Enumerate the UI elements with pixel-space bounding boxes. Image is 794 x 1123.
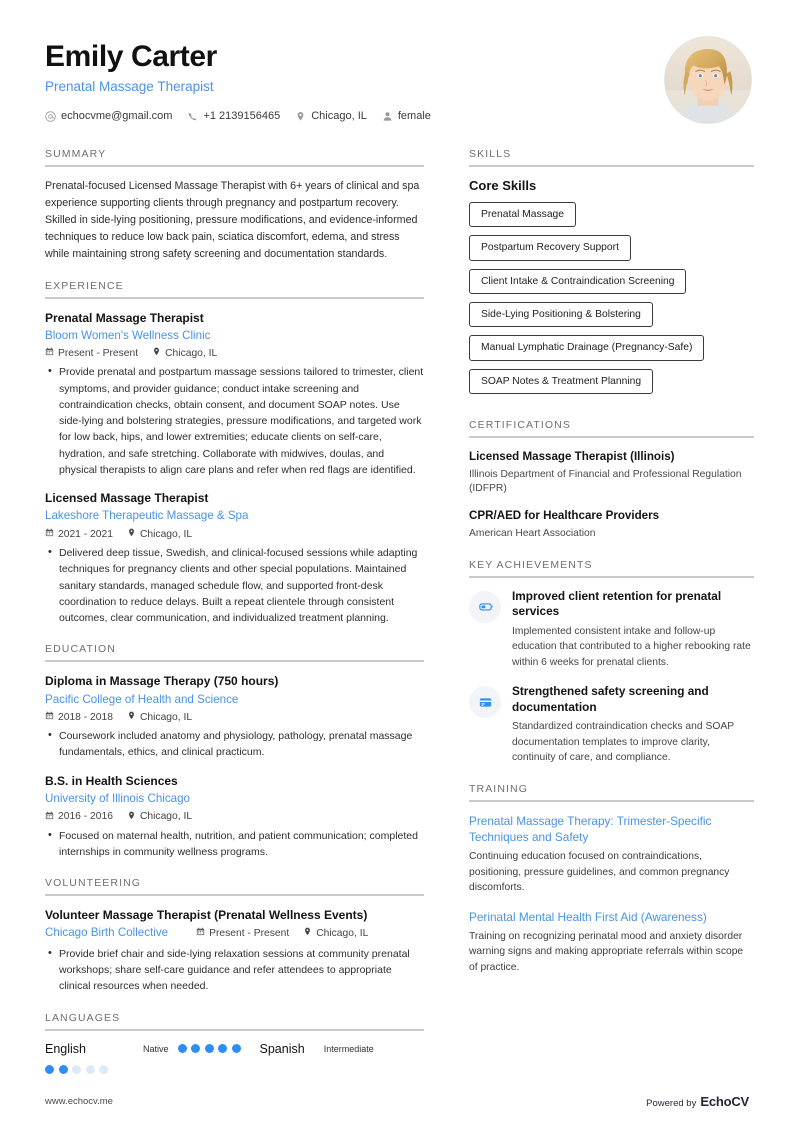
calendar-icon — [45, 528, 54, 540]
skills-chip-list — [469, 202, 754, 402]
certification-item — [469, 449, 754, 497]
section-divider — [469, 436, 754, 438]
entry-location — [127, 528, 192, 540]
brand-logo: EchoCV — [700, 1094, 749, 1109]
section-title-experience: EXPERIENCE — [45, 279, 124, 292]
section-divider — [469, 165, 754, 167]
entry-location-value: Chicago, IL — [139, 711, 193, 723]
location-pin-icon — [303, 927, 312, 939]
contact-gender[interactable] — [382, 110, 431, 122]
entry-degree: Diploma in Massage Therapy (750 hours) — [45, 674, 279, 689]
contact-phone-value: +1 2139156465 — [203, 110, 281, 122]
entry-bullets — [45, 946, 424, 995]
language-name: Spanish — [259, 1041, 305, 1056]
calendar-icon — [45, 811, 54, 823]
contact-email[interactable] — [45, 110, 172, 122]
contact-location[interactable] — [295, 110, 367, 122]
section-title-certifications: CERTIFICATIONS — [469, 418, 571, 431]
certification-issuer: American Heart Association — [469, 528, 596, 539]
rating-dot — [178, 1044, 187, 1053]
training-item — [469, 909, 754, 976]
phone-icon — [187, 111, 198, 122]
location-pin-icon — [152, 347, 161, 359]
footer-branding — [646, 1094, 749, 1109]
entry-dates-value: 2016 - 2016 — [58, 811, 113, 823]
calendar-icon — [45, 711, 54, 723]
achievement-title: Strengthened safety screening and documentation — [512, 684, 709, 714]
contact-email-value: echocvme@gmail.com — [61, 110, 173, 122]
rating-dot — [232, 1044, 241, 1053]
entry-org[interactable]: Chicago Birth Collective — [45, 926, 169, 940]
entry-bullets — [45, 545, 424, 626]
section-title-education: EDUCATION — [45, 643, 116, 656]
section-key-achievements — [469, 559, 754, 766]
email-icon — [45, 111, 56, 122]
section-title-skills: SKILLS — [469, 148, 512, 160]
section-title-training: TRAINING — [469, 782, 528, 795]
languages-row — [45, 1042, 424, 1074]
calendar-icon — [196, 927, 205, 939]
language-level: Native — [143, 1043, 169, 1054]
location-pin-icon — [295, 111, 306, 122]
entry-dates-value: Present - Present — [58, 347, 139, 359]
section-divider — [469, 800, 754, 802]
section-divider — [45, 297, 424, 299]
entry-dates — [45, 711, 113, 723]
certification-item — [469, 508, 754, 542]
entry-dates — [45, 528, 113, 540]
location-pin-icon — [127, 811, 136, 823]
section-volunteering — [45, 877, 424, 995]
language-name: English — [45, 1041, 86, 1056]
entry-location — [127, 711, 192, 723]
education-entry — [45, 773, 424, 860]
entry-meta — [45, 711, 424, 723]
section-divider — [45, 165, 424, 167]
rating-dot — [205, 1044, 214, 1053]
entry-location-value: Chicago, IL — [165, 347, 218, 359]
volunteering-entry — [45, 907, 424, 995]
training-item — [469, 813, 754, 896]
skill-chip[interactable]: Postpartum Recovery Support — [469, 235, 631, 260]
page-title: Emily Carter — [45, 40, 217, 73]
section-divider — [45, 894, 424, 896]
toggle-switch-icon — [469, 591, 501, 623]
entry-role: Volunteer Massage Therapist (Prenatal Wellness Events) — [45, 908, 368, 923]
resume-footer — [40, 1094, 754, 1109]
education-entry — [45, 673, 424, 760]
entry-dates-value: Present - Present — [209, 927, 290, 939]
skill-chip[interactable]: Prenatal Massage — [469, 202, 576, 227]
achievement-body — [512, 589, 754, 670]
language-rating-dots — [178, 1044, 241, 1053]
entry-degree: B.S. in Health Sciences — [45, 773, 178, 788]
language-level: Intermediate — [323, 1043, 374, 1054]
entry-meta — [45, 528, 424, 540]
section-title-achievements: KEY ACHIEVEMENTS — [469, 558, 593, 571]
entry-meta — [196, 927, 368, 939]
powered-by-label: Powered by — [646, 1098, 697, 1109]
section-training — [469, 783, 754, 975]
certification-name: CPR/AED for Healthcare Providers — [469, 509, 660, 523]
skill-chip[interactable]: Side-Lying Positioning & Bolstering — [469, 302, 653, 327]
achievement-description: Standardized contraindication checks and SOAP documentation templates to improve clarity, continuity of care, and compliance. — [512, 721, 734, 764]
entry-location — [152, 347, 217, 359]
rating-dot — [86, 1065, 95, 1074]
contact-phone[interactable] — [187, 110, 280, 122]
section-education — [45, 643, 424, 860]
bullet-item: • Provide prenatal and postpartum massage sessions tailored to trimester, client symptoms, and provider guidance; conduct intake screening and contraindication checks, obtain consent, and document SOAP notes. Use side-lying and bolstering strategies, pressure modifications, and targeted work for low back, hips, and lower extremities; educate clients on self-care, hydration, and safe stretching. Collaborate with midwives, doulas, and physical therapists to align care plans and refer when red flags are identified. — [57, 364, 424, 478]
section-languages — [45, 1012, 424, 1074]
entry-role: Prenatal Massage Therapist — [45, 310, 204, 325]
language-rating-dots — [45, 1065, 108, 1074]
entry-location-value: Chicago, IL — [139, 528, 193, 540]
skill-chip[interactable]: SOAP Notes & Treatment Planning — [469, 369, 653, 394]
rating-dot — [72, 1065, 81, 1074]
entry-bullets — [45, 828, 424, 861]
entry-dates — [45, 347, 138, 359]
certification-name: Licensed Massage Therapist (Illinois) — [469, 449, 675, 463]
section-divider — [45, 1029, 424, 1031]
rating-dot — [218, 1044, 227, 1053]
right-column — [469, 148, 754, 992]
section-skills — [469, 148, 754, 402]
experience-entry — [45, 490, 424, 626]
resume-header — [40, 34, 754, 124]
bullet-item: • Delivered deep tissue, Swedish, and clinical-focused sessions while adapting techniques for pregnancy clients and other special populations. Maintained sanitary standards, managed schedule flow, and supported front-desk coordination to reduce delays. Built a repeat clientele through consistent outcomes, clear communication, and individualized treatment planning. — [57, 545, 424, 626]
entry-dates-value: 2018 - 2018 — [58, 711, 113, 723]
entry-location-value: Chicago, IL — [316, 927, 369, 939]
achievement-title: Improved client retention for prenatal services — [512, 588, 722, 619]
rating-dot — [59, 1065, 68, 1074]
rating-dot — [99, 1065, 108, 1074]
achievement-description: Implemented consistent intake and follow-up education that contributed to a higher rebooking rate within 6 weeks for prenatal clients. — [512, 626, 751, 668]
location-pin-icon — [127, 528, 136, 540]
experience-entry — [45, 310, 424, 479]
entry-dates-value: 2021 - 2021 — [58, 528, 113, 540]
section-title-summary: SUMMARY — [45, 148, 107, 160]
location-pin-icon — [127, 711, 136, 723]
section-title-volunteering: VOLUNTEERING — [45, 877, 142, 890]
header-left — [45, 34, 431, 122]
entry-school[interactable]: Pacific College of Health and Science — [45, 692, 239, 706]
bullet-item: • Provide brief chair and side-lying relaxation sessions at community prenatal workshops; share self-care guidance and refer attendees to appropriate clinical resources when needed. — [57, 946, 424, 995]
entry-meta — [45, 811, 424, 823]
avatar-photo — [665, 37, 751, 123]
entry-location-value: Chicago, IL — [139, 811, 193, 823]
section-title-languages: LANGUAGES — [45, 1011, 121, 1024]
entry-role: Licensed Massage Therapist — [45, 491, 209, 506]
achievement-body — [512, 684, 754, 765]
entry-head-inline — [45, 925, 424, 941]
entry-org[interactable]: Bloom Women's Wellness Clinic — [45, 328, 211, 342]
achievement-item — [469, 589, 754, 670]
entry-org[interactable]: Lakeshore Therapeutic Massage & Spa — [45, 509, 249, 523]
rating-dot — [191, 1044, 200, 1053]
avatar — [664, 36, 752, 124]
training-title[interactable]: Prenatal Massage Therapy: Trimester-Specific Techniques and Safety — [469, 813, 712, 845]
skills-subheading: Core Skills — [469, 178, 537, 193]
bullet-item: • Focused on maternal health, nutrition, and patient communication; completed internships in community wellness programs. — [57, 828, 424, 861]
rating-dot — [45, 1065, 54, 1074]
skill-chip[interactable]: Manual Lymphatic Drainage (Pregnancy-Safe) — [469, 335, 704, 360]
calendar-icon — [45, 347, 54, 359]
skill-chip[interactable]: Client Intake & Contraindication Screening — [469, 269, 686, 294]
entry-bullets — [45, 728, 424, 761]
entry-bullets — [45, 364, 424, 478]
content-columns — [40, 148, 754, 1091]
section-certifications — [469, 419, 754, 542]
certification-issuer: Illinois Department of Financial and Professional Regulation (IDFPR) — [469, 468, 742, 495]
training-title[interactable]: Perinatal Mental Health First Aid (Awareness) — [469, 909, 707, 924]
contact-location-value: Chicago, IL — [311, 110, 367, 122]
entry-dates — [196, 927, 289, 939]
entry-location — [127, 811, 192, 823]
training-description: Training on recognizing perinatal mood and anxiety disorder warning signs and making appropriate referrals within scope of practice. — [469, 930, 744, 973]
entry-location — [303, 927, 368, 939]
summary-text: Prenatal-focused Licensed Massage Therapist with 6+ years of clinical and spa experience supporting clients through pregnancy and postpartum recovery. Skilled in side-lying positioning, pressure modifications, and evidence-informed techniques to reduce low back pain, sciatica discomfort, edema, and stress while maintaining strong safety screening and documentation standards. — [45, 180, 420, 260]
contact-row — [45, 110, 431, 122]
achievement-item — [469, 684, 754, 765]
left-column — [40, 148, 430, 1091]
entry-dates — [45, 811, 113, 823]
entry-meta — [45, 347, 424, 359]
section-divider — [45, 660, 424, 662]
footer-url[interactable]: www.echocv.me — [45, 1096, 113, 1107]
bullet-item: • Coursework included anatomy and physiology, pathology, prenatal massage fundamentals, ethics, and clinical practicum. — [57, 728, 424, 761]
section-summary — [45, 148, 424, 263]
contact-gender-value: female — [397, 110, 431, 122]
entry-school[interactable]: University of Illinois Chicago — [45, 791, 190, 805]
person-icon — [382, 111, 393, 122]
training-description: Continuing education focused on contraindications, positioning, pressure guidelines, and common pregnancy discomforts. — [469, 851, 730, 894]
section-experience — [45, 280, 424, 627]
card-icon — [469, 686, 501, 718]
job-title: Prenatal Massage Therapist — [45, 79, 214, 94]
section-divider — [469, 576, 754, 578]
